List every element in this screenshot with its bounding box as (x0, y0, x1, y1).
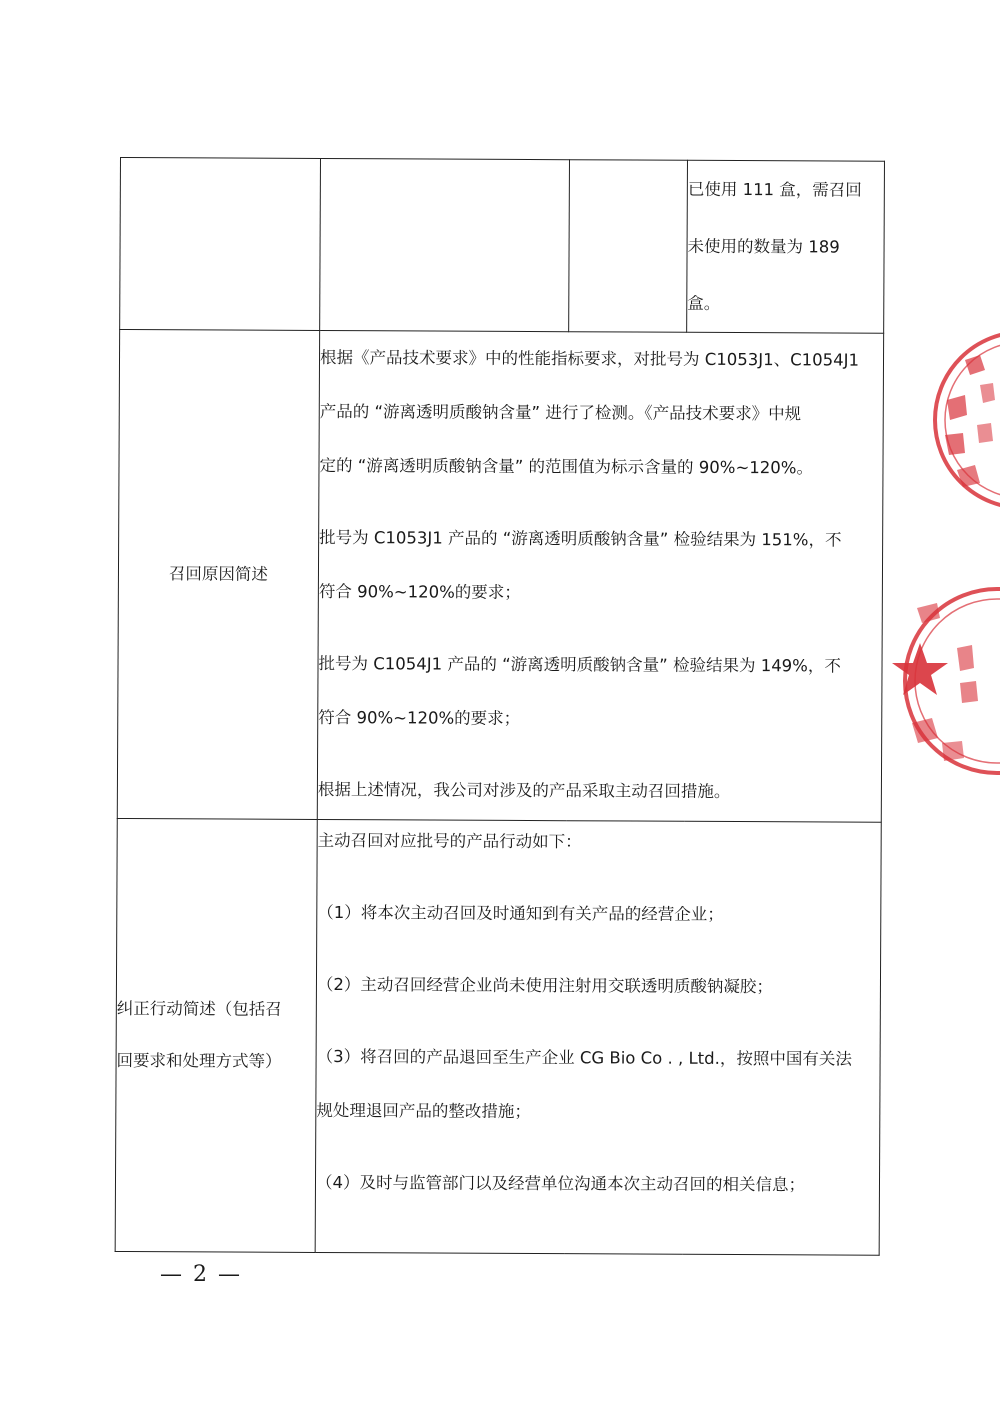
quantity-line: 已使用 111 盒，需召回 (687, 179, 862, 200)
seal-icon (925, 325, 1000, 515)
recall-reason-content (317, 330, 883, 822)
reason-line: 批号为 C1054J1 产品的 “游离透明质酸钠含量” 检验结果为 149%，不 (318, 653, 841, 676)
reason-line: 根据上述情况，我公司对涉及的产品采取主动召回措施。 (317, 779, 731, 801)
reason-line: 符合 90%~120%的要求； (318, 581, 521, 602)
recall-reason-label-cell (117, 330, 319, 820)
recall-reason-label: 召回原因简述 (168, 564, 269, 584)
reason-line: 符合 90%~120%的要求； (318, 707, 521, 728)
quantity-line: 盒。 (687, 293, 721, 313)
action-line: （2）主动召回经营企业尚未使用注射用交联透明质酸钠凝胶； (316, 974, 773, 997)
reason-line: 定的 “游离透明质酸钠含量” 的范围值为标示含量的 90%~120%。 (319, 455, 814, 478)
quantity-line: 未使用的数量为 189 (687, 236, 840, 257)
seal-icon (872, 583, 1000, 778)
table-row (120, 158, 885, 334)
action-line: （4）及时与监管部门以及经营单位沟通本次主动召回的相关信息； (315, 1172, 806, 1195)
company-seal-2 (872, 583, 1000, 778)
table-cell (120, 158, 321, 331)
table-row (117, 330, 883, 823)
table-cell (569, 160, 688, 333)
action-line: （1）将本次主动召回及时通知到有关产品的经营企业； (317, 902, 724, 924)
action-line: 规处理退回产品的整改措施； (316, 1100, 531, 1122)
reason-line: 批号为 C1053J1 产品的 “游离透明质酸钠含量” 检验结果为 151%，不 (319, 527, 842, 550)
corrective-action-content (315, 819, 881, 1255)
action-line: 主动召回对应批号的产品行动如下： (317, 830, 582, 852)
table-cell (320, 158, 570, 331)
recall-info-table (115, 157, 885, 1256)
action-line: （3）将召回的产品退回至生产企业 CG Bio Co . , Ltd.，按照中国有关法 (316, 1046, 852, 1069)
corrective-action-label: 回要求和处理方式等） (116, 1050, 282, 1071)
corrective-action-label-cell (115, 818, 317, 1252)
reason-line: 根据《产品技术要求》中的性能指标要求，对批号为 C1053J1、C1054J1 (319, 347, 860, 370)
page-number: — 2 — (160, 1262, 242, 1287)
reason-line: 产品的 “游离透明质酸钠含量” 进行了检测。《产品技术要求》中规 (319, 401, 802, 424)
quantity-cell (687, 160, 885, 333)
table-row (115, 818, 881, 1255)
company-seal-1 (925, 325, 1000, 515)
corrective-action-label: 纠正行动简述（包括召 (116, 998, 282, 1019)
